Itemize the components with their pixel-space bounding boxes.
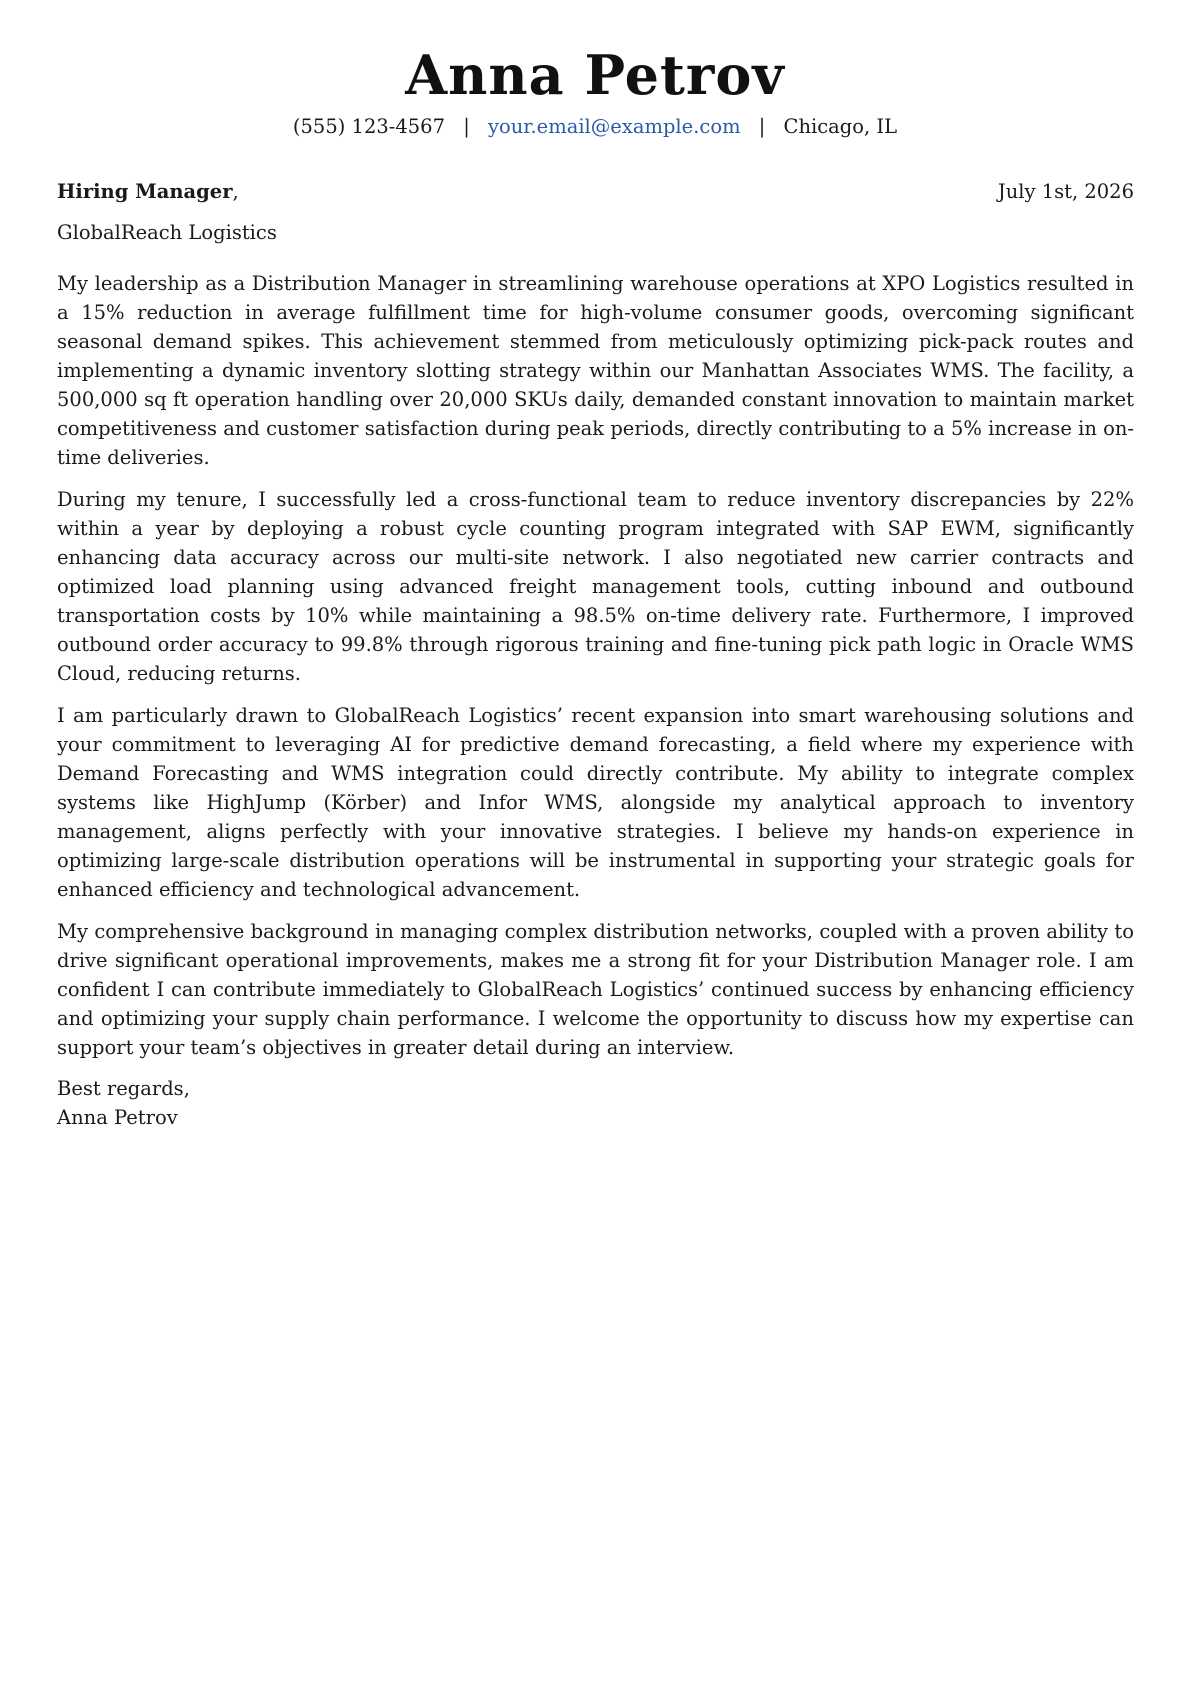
contact-separator: | [758,115,766,138]
phone-number: (555) 123-4567 [292,115,445,138]
recipient-name-suffix: , [232,180,239,203]
signature-name: Anna Petrov [57,1106,178,1129]
letter-date: July 1st, 2026 [997,180,1134,203]
recipient-company: GlobalReach Logistics [57,221,277,244]
closing-salutation: Best regards, [57,1077,190,1100]
body-paragraph: My comprehensive background in managing complex distribution networks, coupled with a proven ability to drive significant operational improvements, makes me a strong fit for your Distribution Manager role. I am confident I can contribute immediately to GlobalReach Logistics’ continued success by enhancing efficiency and optimizing your supply chain performance. I welcome the opportunity to discuss how my expertise can support your team’s objectives in greater detail during an interview. [57,920,1134,1059]
closing-block [57,1074,1134,1132]
recipient-greeting [57,177,239,206]
recipient-date-row [57,177,1134,206]
body-paragraph: I am particularly drawn to GlobalReach Logistics’ recent expansion into smart warehousing solutions and your commitment to leveraging AI for predictive demand forecasting, a field where my experience with Demand Forecasting and WMS integration could directly contribute. My ability to integrate complex systems like HighJump (Körber) and Infor WMS, alongside my analytical approach to inventory management, aligns perfectly with your innovative strategies. I believe my hands-on experience in optimizing large-scale distribution operations will be instrumental in supporting your strategic goals for enhanced efficiency and technological advancement. [57,704,1134,901]
contact-line [0,113,1190,141]
applicant-name: Anna Petrov [405,43,785,107]
body-paragraph: During my tenure, I successfully led a cross-functional team to reduce inventory discrepancies by 22% within a year by deploying a robust cycle counting program integrated with SAP EWM, significantly enhancing data accuracy across our multi-site network. I also negotiated new carrier contracts and optimized load planning using advanced freight management tools, cutting inbound and outbound transportation costs by 10% while maintaining a 98.5% on-time delivery rate. Furthermore, I improved outbound order accuracy to 99.8% through rigorous training and fine-tuning pick path logic in Oracle WMS Cloud, reducing returns. [57,488,1134,685]
email-link[interactable]: your.email@example.com [487,115,741,138]
contact-separator: | [463,115,470,138]
location: Chicago, IL [783,115,898,138]
body-paragraph: My leadership as a Distribution Manager in streamlining warehouse operations at XPO Logistics resulted in a 15% reduction in average fulfillment time for high-volume consumer goods, overcoming significant seasonal demand spikes. This achievement stemmed from meticulously optimizing pick-pack routes and implementing a dynamic inventory slotting strategy within our Manhattan Associates WMS. The facility, a 500,000 sq ft operation handling over 20,000 SKUs daily, demanded constant innovation to maintain market competitiveness and customer satisfaction during peak periods, directly contributing to a 5% increase in on-time deliveries. [57,272,1134,469]
letter-content [57,177,1134,1132]
recipient-name: Hiring Manager [57,180,233,203]
